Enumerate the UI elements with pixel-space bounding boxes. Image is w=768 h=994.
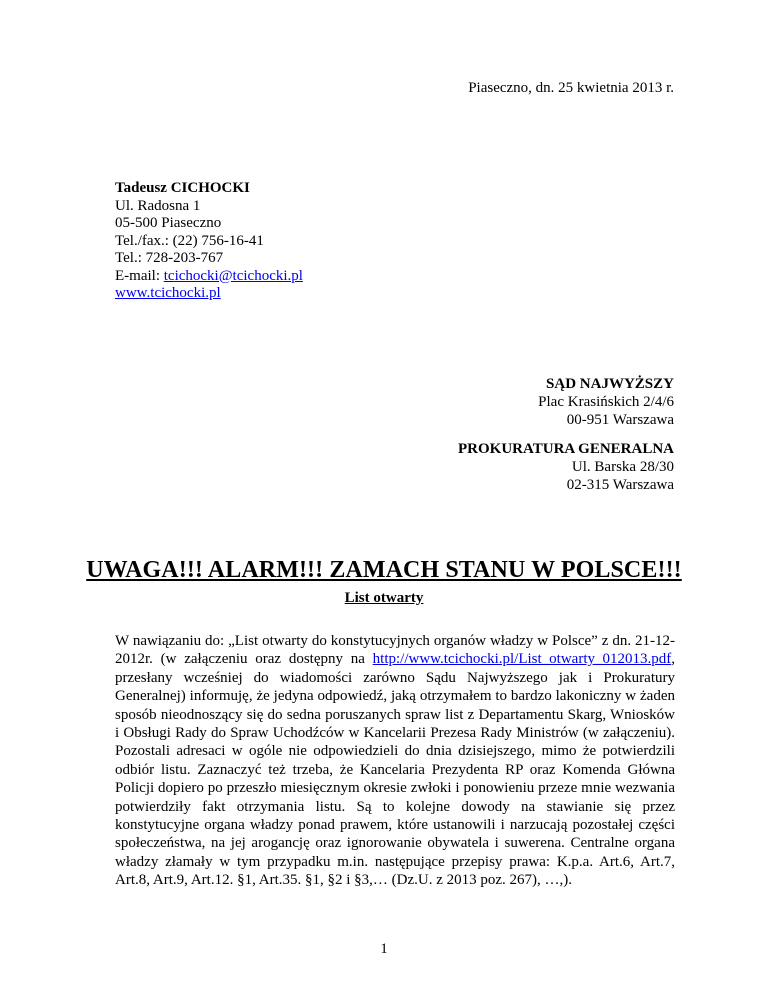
recipient-street: Plac Krasińskich 2/4/6	[538, 394, 674, 410]
recipient-street: Ul. Barska 28/30	[571, 459, 674, 475]
sender-street: Ul. Radosna 1	[115, 197, 201, 214]
recipient-block-1	[538, 375, 674, 429]
place-date: Piaseczno, dn. 25 kwietnia 2013 r.	[468, 80, 674, 96]
letter-subheadline: List otwarty	[344, 590, 424, 606]
sender-email-line	[115, 268, 303, 286]
sender-email-label: E-mail:	[115, 267, 164, 284]
sender-email-link[interactable]: tcichocki@tcichocki.pl	[163, 267, 303, 284]
body-text-part2: , przesłany wcześniej do wiadomości zarówno Sądu Najwyższego jak i Prokuratury Generalnej) informuję, że jedyna odpowiedź, jaką otrzymałem to bardzo lakoniczny w żaden sposób nieodnoszący się do sedna poruszanych spraw list z Departamentu Skarg, Wniosków i Obsługi Rady do Spraw Uchodźców w Kancelarii Prezesa Rady Ministrów (w załączeniu). Pozostali adresaci w ogóle nie odpowiedzieli do dnia dzisiejszego, mimo że potwierdzili odbiór listu. Zaznaczyć też trzeba, że Kancelaria Prezydenta RP oraz Komenda Główna Policji dopiero po przeszło miesięcznym okresie zwłoki i ponowieniu przeze mnie wezwania potwierdziły fakt otrzymania listu. Są to kolejne dowody na stawianie się przez konstytucyjne organa władzy ponad prawem, które ustanowili i narzucają pozostałej części społeczeństwa, na jej arogancję oraz ignorowanie obywatela i suwerena. Centralne organa władzy złamały w tym przypadku m.in. następujące przepisy prawa: K.p.a. Art.6, Art.7, Art.8, Art.9, Art.12. §1, Art.35. §1, §2 i §3,… (Dz.U. z 2013 poz. 267), …,).	[115, 651, 675, 889]
recipient-city: 00-951 Warszawa	[566, 412, 674, 428]
sender-tel: Tel.: 728-203-767	[115, 250, 224, 266]
sender-city: 05-500 Piaseczno	[115, 215, 222, 231]
recipient-name: SĄD NAJWYŻSZY	[546, 376, 674, 392]
sender-block	[115, 180, 303, 303]
recipient-city: 02-315 Warszawa	[566, 477, 674, 493]
letter-headline: UWAGA!!! ALARM!!! ZAMACH STANU W POLSCE!!!	[86, 557, 682, 583]
page-number: 1	[380, 941, 388, 957]
recipient-block-2	[458, 440, 674, 494]
sender-website-link[interactable]: www.tcichocki.pl	[115, 285, 221, 301]
recipient-name: PROKURATURA GENERALNA	[458, 441, 674, 457]
sender-name: Tadeusz CICHOCKI	[115, 180, 250, 196]
attachment-link[interactable]: http://www.tcichocki.pl/List_otwarty_012013.pdf	[372, 651, 672, 668]
sender-telfax: Tel./fax.: (22) 756-16-41	[115, 232, 264, 249]
body-text-part1: W nawiązaniu do: „List otwarty do konstytucyjnych organów władzy w Polsce” z dn. 21-12-2012r. (w załączeniu oraz dostępny na	[115, 633, 675, 668]
letter-body	[115, 632, 675, 890]
